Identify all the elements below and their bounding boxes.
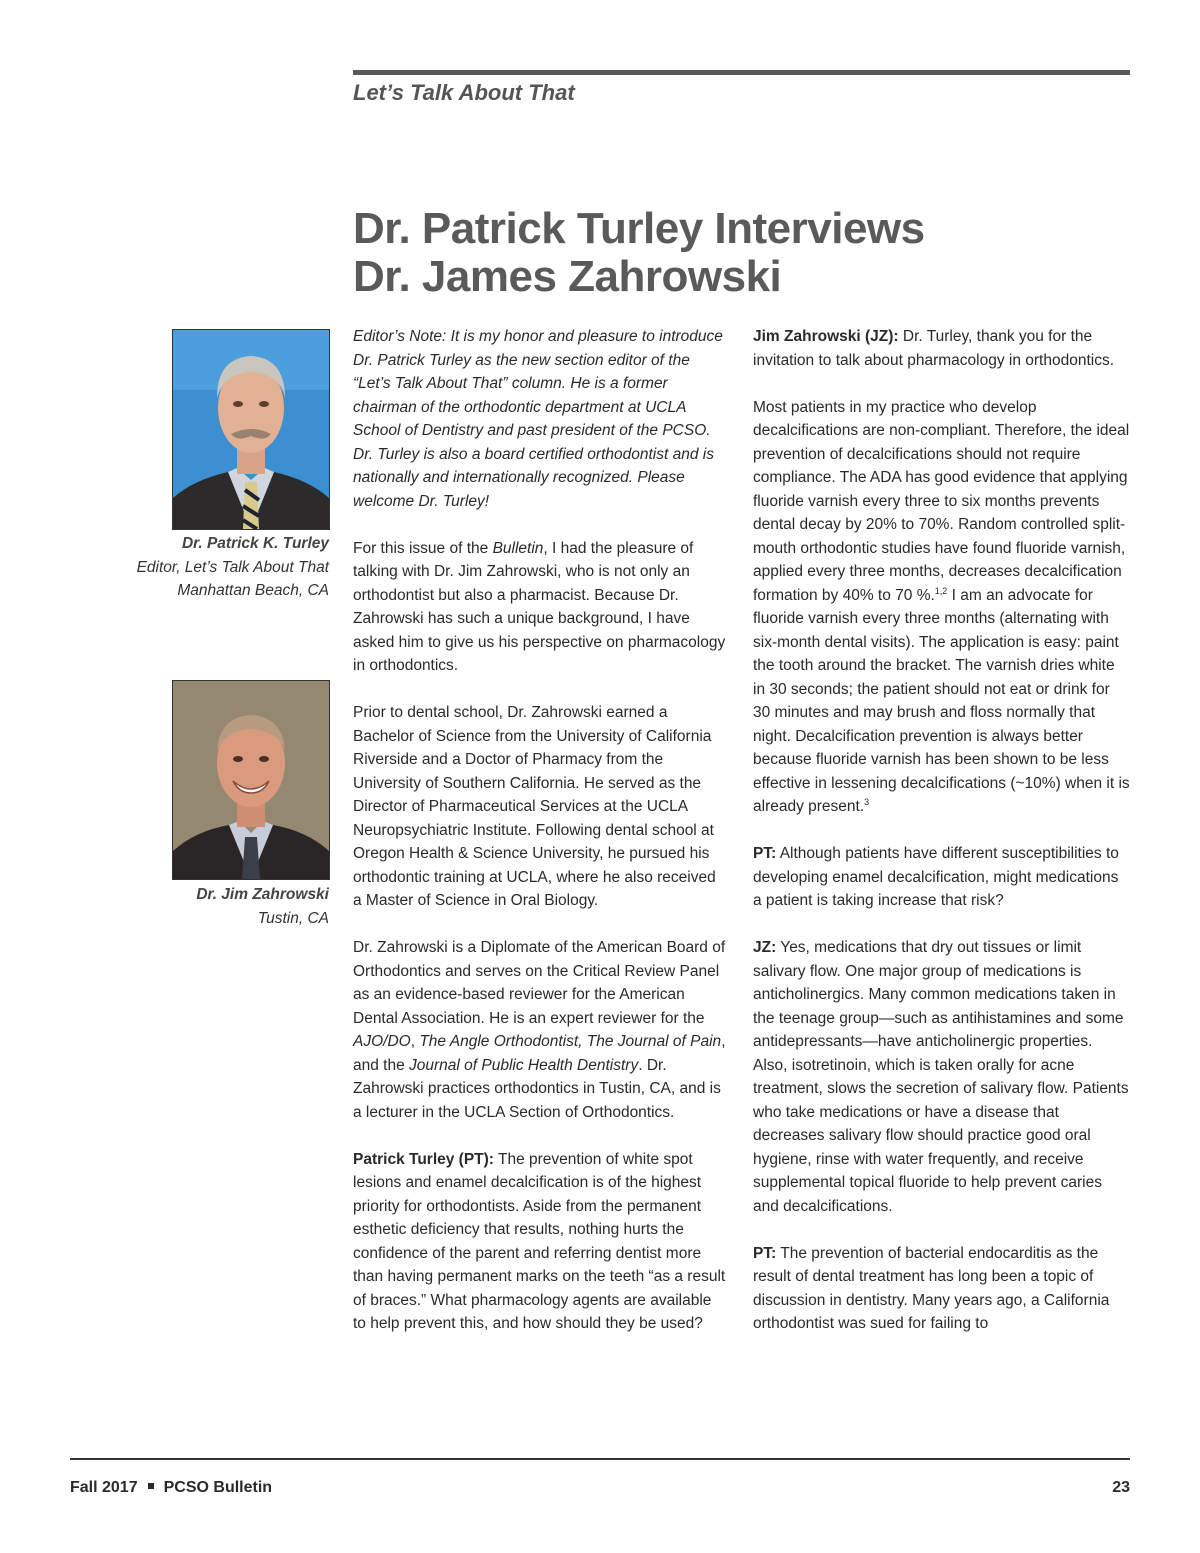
turley-caption-location: Manhattan Beach, CA bbox=[177, 582, 329, 599]
title-line-2: Dr. James Zahrowski bbox=[353, 252, 782, 301]
footer-publication: PCSO Bulletin bbox=[163, 1479, 273, 1496]
turley-caption-role: Editor, Let’s Talk About That bbox=[136, 558, 329, 576]
zahrowski-caption-name: Dr. Jim Zahrowski bbox=[196, 886, 329, 903]
section-label: Let’s Talk About That bbox=[353, 80, 575, 105]
top-rule bbox=[353, 70, 1130, 75]
title-line-1: Dr. Patrick Turley Interviews bbox=[353, 204, 925, 253]
editors-note: Editor’s Note: It is my honor and pleasure to introduce Dr. Patrick Turley as the new section editor of the “Let’s Talk About That” column. He is a former chairman of the orthodontic department at UCLA School of Dentistry and past president of the PCSO. Dr. Turley is also a board certified orthodontist and is nationally and internationally recognized. Please welcome Dr. Turley! bbox=[353, 328, 723, 510]
question-paragraph: Patrick Turley (PT): The prevention of white spot lesions and enamel decalcification is of the highest priority for orthodontists. Aside from the permanent esthetic deficiency that results, nothing hurts the confidence of the parent and referring dentist more than having permanent marks on the teeth “as a result of braces.” What pharmacology agents are available to help prevent this, and how should they be used? bbox=[353, 1150, 726, 1332]
square-bullet-icon bbox=[148, 1483, 154, 1489]
footer-issue-date: Fall 2017 bbox=[70, 1479, 138, 1496]
speaker-label: Patrick Turley (PT): bbox=[353, 1150, 494, 1168]
speaker-label: PT: bbox=[753, 845, 777, 862]
article-column-2 bbox=[753, 325, 1130, 1336]
fluoride-paragraph: Most patients in my practice who develop decalcifications are non-compliant. Therefore, the ideal prevention of decalcifications should not require compliance. The ADA has good evidence that applying fluoride varnish every three to six months prevents dental decay by 20% to 70%. Random controlled split-mouth orthodontic studies have found fluoride varnish, applied every three months, decreases decalcification formation by 40% to 70 %.$^{1,2}$ I am an advocate for fluoride varnish every three months (alternating with six-month dental visits). The application is easy: paint the tooth around the bracket. The varnish dries white in 30 seconds; the patient should not eat or drink for 30 minutes and may brush and floss normally that night. Decalcification prevention is always better because fluoride varnish has been shown to be less effective in lessening decalcifications (~10%) when it is already present.$^3$ bbox=[753, 398, 1130, 815]
question-paragraph: PT: Although patients have different susceptibilities to developing enamel decalcification, might medications a patient is taking increase that risk? bbox=[753, 845, 1119, 909]
credentials-paragraph: Dr. Zahrowski is a Diplomate of the American Board of Orthodontics and serves on the Critical Review Panel as an evidence-based reviewer for the American Dental Association. He is an expert reviewer for the AJO/DO, The Angle Orthodontist, The Journal of Pain, and the Journal of Public Health Dentistry. Dr. Zahrowski practices orthodontics in Tustin, CA, and is a lecturer in the UCLA Section of Orthodontics. bbox=[353, 939, 726, 1121]
zahrowski-photo bbox=[172, 680, 330, 880]
answer-paragraph: Jim Zahrowski (JZ): Dr. Turley, thank you for the invitation to talk about pharmacology in orthodontics. bbox=[753, 328, 1115, 369]
page-title bbox=[353, 205, 925, 301]
background-paragraph: Prior to dental school, Dr. Zahrowski earned a Bachelor of Science from the University of California Riverside and a Doctor of Pharmacy from the University of Southern California. He served as the Director of Pharmaceutical Services at the UCLA Neuropsychiatric Institute. Following dental school at Oregon Health & Science University, he pursued his orthodontic training at UCLA, where he also received a Master of Science in Oral Biology. bbox=[353, 704, 716, 909]
turley-caption bbox=[137, 532, 329, 603]
question-paragraph: PT: The prevention of bacterial endocarditis as the result of dental treatment has long been a topic of discussion in dentistry. Many years ago, a California orthodontist was sued for failing to bbox=[753, 1244, 1110, 1332]
page-number: 23 bbox=[1112, 1479, 1130, 1496]
footnote-ref: 3 bbox=[864, 796, 870, 807]
article-column-1 bbox=[353, 325, 728, 1336]
turley-caption-name: Dr. Patrick K. Turley bbox=[181, 535, 329, 552]
footnote-ref: 1,2 bbox=[934, 585, 948, 596]
speaker-label: JZ: bbox=[753, 939, 777, 956]
footer-issue bbox=[70, 1479, 272, 1497]
footer-rule bbox=[70, 1458, 1130, 1460]
intro-paragraph: For this issue of the Bulletin, I had the pleasure of talking with Dr. Jim Zahrowski, who is not only an orthodontist but also a pharmacist. Because Dr. Zahrowski has such a unique background, I have asked him to give us his perspective on pharmacology in orthodontics. bbox=[353, 539, 726, 674]
speaker-label: PT: bbox=[753, 1244, 777, 1262]
speaker-label: Jim Zahrowski (JZ): bbox=[753, 328, 899, 345]
turley-photo bbox=[172, 329, 330, 530]
zahrowski-caption-location: Tustin, CA bbox=[257, 909, 329, 927]
answer-paragraph: JZ: Yes, medications that dry out tissues or limit salivary flow. One major group of medications is anticholinergics. Many common medications taken in the teenage group—such as antihistamines and some antidepressants—have anticholinergic properties. Also, isotretinoin, which is taken orally for acne treatment, slows the secretion of salivary flow. Patients who take medications or have a disease that decreases salivary flow should practice good oral hygiene, rinse with water frequently, and receive supplemental topical fluoride to help prevent caries and decalcifications. bbox=[753, 939, 1129, 1215]
zahrowski-caption bbox=[196, 883, 329, 930]
